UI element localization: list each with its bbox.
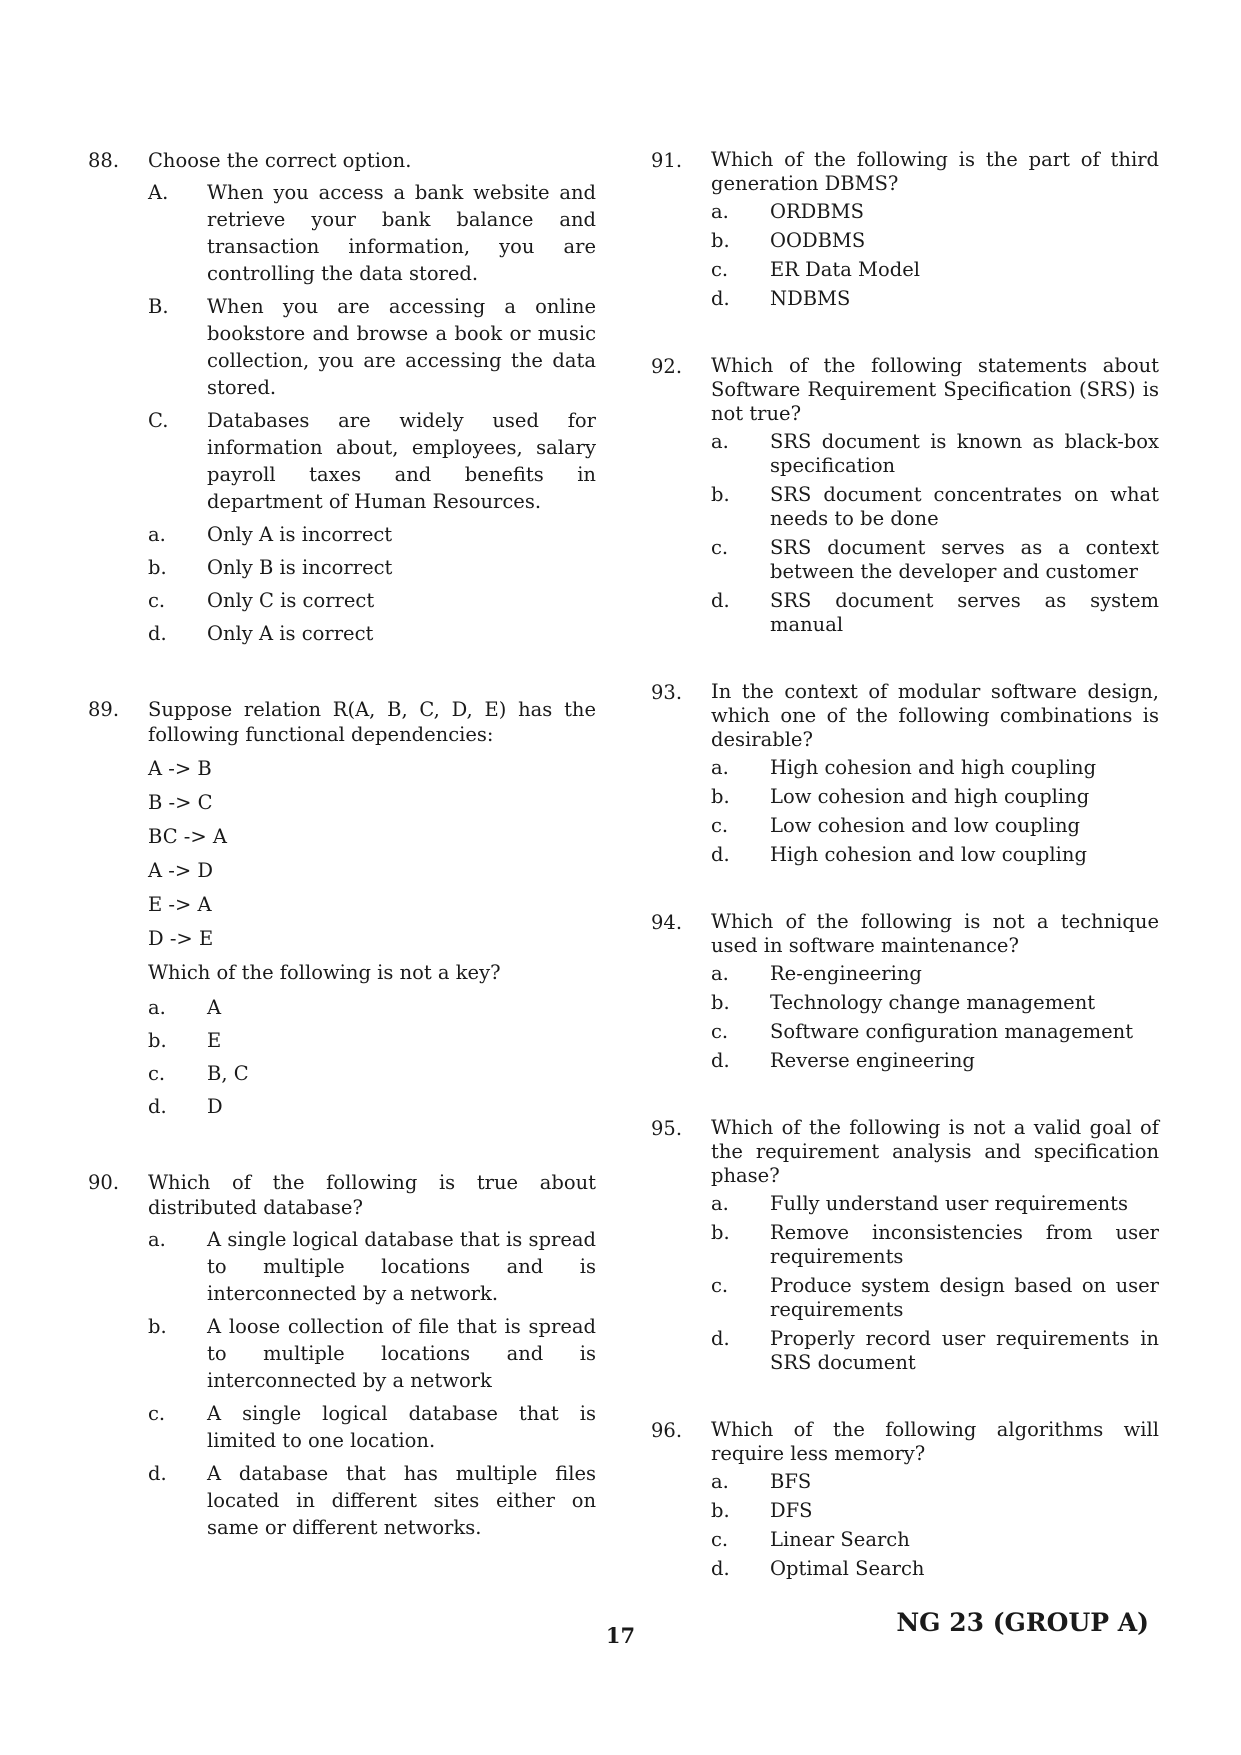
question-text: Which of the following statements about Software Requirement Specification (SRS) is not true? — [711, 354, 1159, 425]
functional-dependency: A -> B — [148, 757, 212, 780]
option-text: A single logical database that is limited to one location. — [207, 1402, 596, 1452]
option-text: D — [207, 1095, 223, 1118]
option — [711, 1528, 1159, 1552]
question-number: 90. — [88, 1171, 120, 1194]
option-label: d. — [148, 622, 167, 645]
option-text: High cohesion and high coupling — [770, 756, 1097, 779]
option-label: b. — [711, 229, 730, 252]
statement-label: C. — [148, 409, 169, 432]
option-label: b. — [711, 991, 730, 1014]
question-88 — [88, 148, 596, 653]
option — [711, 756, 1159, 780]
option-text: Only C is correct — [207, 589, 375, 612]
option-text: DFS — [770, 1499, 813, 1522]
option-text: High cohesion and low coupling — [770, 843, 1087, 866]
question-number: 93. — [651, 681, 683, 704]
option-label: c. — [711, 536, 729, 559]
option — [148, 1093, 596, 1120]
question-93 — [651, 680, 1159, 872]
question-number: 94. — [651, 911, 683, 934]
option-text: Only A is incorrect — [207, 523, 393, 546]
statement — [148, 293, 596, 401]
option-text: Low cohesion and high coupling — [770, 785, 1090, 808]
option-text: Optimal Search — [770, 1557, 925, 1580]
option-label: a. — [711, 430, 729, 453]
option — [711, 430, 1159, 478]
statement-label: B. — [148, 295, 169, 318]
option — [148, 1313, 596, 1394]
option — [711, 814, 1159, 838]
option-label: c. — [711, 814, 729, 837]
option-text: A single logical database that is spread to multiple locations and is interconnected by a network. — [207, 1228, 596, 1305]
option-label: a. — [711, 962, 729, 985]
right-column — [651, 148, 1159, 1586]
option-text: A — [207, 996, 222, 1019]
option — [148, 1226, 596, 1307]
option-text: ER Data Model — [770, 258, 921, 281]
statement-label: A. — [148, 181, 169, 204]
option — [148, 1027, 596, 1054]
functional-dependency: B -> C — [148, 791, 213, 814]
question-text: Which of the following is not a technique used in software maintenance? — [711, 910, 1159, 957]
option — [711, 536, 1159, 584]
option — [711, 991, 1159, 1015]
option-label: d. — [711, 1557, 730, 1580]
option-text: A database that has multiple files located in different sites either on same or different networks. — [207, 1462, 596, 1539]
option — [711, 1557, 1159, 1581]
question-number: 88. — [88, 149, 120, 172]
left-column — [88, 148, 596, 1547]
option — [148, 620, 596, 647]
option-text: E — [207, 1029, 222, 1052]
question-text: Which of the following is the part of third generation DBMS? — [711, 148, 1159, 195]
dependency-list — [148, 756, 596, 1126]
option — [711, 483, 1159, 531]
option-label: c. — [148, 589, 166, 612]
option — [711, 589, 1159, 637]
option — [711, 1192, 1159, 1216]
statement — [148, 407, 596, 515]
option-label: d. — [711, 287, 730, 310]
option-label: b. — [711, 785, 730, 808]
statement-text: When you access a bank website and retrieve your bank balance and transaction information, you are controlling the data stored. — [207, 181, 596, 285]
option-text: OODBMS — [770, 229, 866, 252]
option — [711, 785, 1159, 809]
option-text: Technology change management — [770, 991, 1096, 1014]
option-list — [711, 756, 1159, 872]
option-label: d. — [711, 589, 730, 612]
option-label: d. — [148, 1095, 167, 1118]
question-text: Which of the following is not a valid goal of the requirement analysis and specification phase? — [711, 1116, 1159, 1187]
option — [711, 1327, 1159, 1375]
option — [148, 1400, 596, 1454]
option-text: Software configuration management — [770, 1020, 1134, 1043]
page-number: 17 — [605, 1623, 636, 1648]
option-list — [148, 1226, 596, 1547]
statement-text: When you are accessing a online bookstore and browse a book or music collection, you are accessing the data stored. — [207, 295, 596, 399]
question-number: 95. — [651, 1117, 683, 1140]
option-text: Reverse engineering — [770, 1049, 975, 1072]
option-text: BFS — [770, 1470, 812, 1493]
question-text: Which of the following is true about distributed database? — [148, 1171, 596, 1219]
option-label: a. — [711, 756, 729, 779]
question-95 — [651, 1116, 1159, 1380]
option-text: Properly record user requirements in SRS document — [770, 1327, 1159, 1374]
option-text: Re-engineering — [770, 962, 922, 985]
functional-dependency: D -> E — [148, 927, 214, 950]
option-list — [711, 962, 1159, 1078]
option-list — [711, 200, 1159, 316]
option-list — [711, 430, 1159, 642]
functional-dependency: E -> A — [148, 893, 212, 916]
question-number: 91. — [651, 149, 683, 172]
option — [711, 962, 1159, 986]
option-text: Only A is correct — [207, 622, 374, 645]
option-text: Only B is incorrect — [207, 556, 393, 579]
option — [711, 1274, 1159, 1322]
option — [711, 1049, 1159, 1073]
question-text: Which of the following algorithms will require less memory? — [711, 1418, 1159, 1465]
question-number: 92. — [651, 355, 683, 378]
option-text: SRS document serves as a context between the developer and customer — [770, 536, 1159, 583]
option — [148, 1460, 596, 1541]
option-text: NDBMS — [770, 287, 851, 310]
option-label: d. — [711, 843, 730, 866]
option-text: B, C — [207, 1062, 249, 1085]
option-label: a. — [711, 1192, 729, 1215]
option-label: c. — [711, 1274, 729, 1297]
option-label: c. — [711, 1020, 729, 1043]
option-label: a. — [148, 996, 166, 1019]
option — [711, 287, 1159, 311]
option-label: d. — [711, 1327, 730, 1350]
option-label: b. — [711, 1221, 730, 1244]
option — [148, 1060, 596, 1087]
option-label: a. — [148, 523, 166, 546]
question-92 — [651, 354, 1159, 642]
option — [711, 1499, 1159, 1523]
statement — [148, 179, 596, 287]
question-text: Suppose relation R(A, B, C, D, E) has the following functional dependencies: — [148, 698, 596, 746]
option — [711, 843, 1159, 867]
option-text: A loose collection of file that is spread to multiple locations and is interconnected by a network — [207, 1315, 596, 1392]
question-text: In the context of modular software design, which one of the following combinations is desirable? — [711, 680, 1159, 751]
option-text: Fully understand user requirements — [770, 1192, 1129, 1215]
option-label: b. — [148, 1029, 167, 1052]
option-label: d. — [711, 1049, 730, 1072]
functional-dependency: BC -> A — [148, 825, 228, 848]
option-label: c. — [711, 258, 729, 281]
option-text: Remove inconsistencies from user requirements — [770, 1221, 1159, 1268]
option-label: c. — [711, 1528, 729, 1551]
option-label: a. — [711, 200, 729, 223]
option-list — [711, 1470, 1159, 1586]
option-label: d. — [148, 1462, 167, 1485]
option — [711, 200, 1159, 224]
option-text: Linear Search — [770, 1528, 910, 1551]
question-text: Choose the correct option. — [148, 149, 412, 172]
option — [711, 1020, 1159, 1044]
question-90 — [88, 1170, 596, 1547]
paper-code: NG 23 (GROUP A) — [896, 1608, 1149, 1637]
option-label: b. — [711, 1499, 730, 1522]
option-label: c. — [148, 1062, 166, 1085]
functional-dependency: A -> D — [148, 859, 214, 882]
option-label: b. — [148, 556, 167, 579]
option-text: SRS document serves as system manual — [770, 589, 1159, 636]
statement-list — [148, 179, 596, 653]
option — [711, 1470, 1159, 1494]
option — [148, 521, 596, 548]
question-94 — [651, 910, 1159, 1078]
option-text: Low cohesion and low coupling — [770, 814, 1081, 837]
option — [711, 229, 1159, 253]
question-number: 89. — [88, 698, 120, 721]
sub-question: Which of the following is not a key? — [148, 961, 501, 984]
question-91 — [651, 148, 1159, 316]
option — [148, 994, 596, 1021]
statement-text: Databases are widely used for information about, employees, salary payroll taxes and benefits in department of Human Resources. — [207, 409, 596, 513]
option — [711, 1221, 1159, 1269]
option-label: c. — [148, 1402, 166, 1425]
question-96 — [651, 1418, 1159, 1586]
option-text: SRS document concentrates on what needs to be done — [770, 483, 1159, 530]
option-label: b. — [148, 1315, 167, 1338]
option-label: b. — [711, 483, 730, 506]
option-list — [711, 1192, 1159, 1380]
option-text: SRS document is known as black-box specification — [770, 430, 1159, 477]
option — [148, 554, 596, 581]
question-89 — [88, 697, 596, 1126]
option — [711, 258, 1159, 282]
option — [148, 587, 596, 614]
option-text: Produce system design based on user requirements — [770, 1274, 1159, 1321]
question-number: 96. — [651, 1419, 683, 1442]
option-label: a. — [148, 1228, 166, 1251]
option-label: a. — [711, 1470, 729, 1493]
option-text: ORDBMS — [770, 200, 864, 223]
